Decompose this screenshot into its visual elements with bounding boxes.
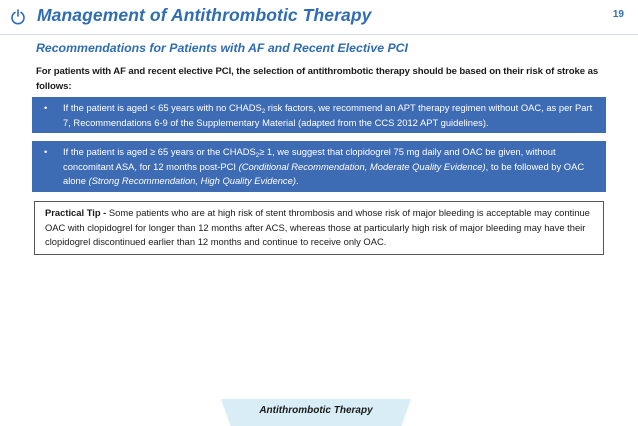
- recommendation-box-2: [32, 141, 606, 192]
- header-bar: [0, 0, 638, 35]
- page-number: 19: [612, 9, 624, 20]
- intro-text: For patients with AF and recent elective PCI, the selection of antithrombotic therapy should be based on their risk of stroke as follows:: [36, 66, 599, 92]
- recommendation-text-2: If the patient is aged ≥ 65 years or the $CHADS_2\ge 1$, we suggest that clopidogrel 75 mg daily and OAC be given, without concomitant ASA, for 12 months post-PCI (Conditional Recommendation, Moderate Quality Evidence), to be followed by OAC alone (Strong Recommendation, High Quality Evidence).: [63, 146, 585, 186]
- section-subtitle: Recommendations for Patients with AF and Recent Elective PCI: [36, 41, 408, 55]
- bullet: •: [44, 146, 48, 157]
- recommendation-text-1: If the patient is aged < 65 years with no $CHADS_2$ risk factors, we recommend an APT therapy regimen without OAC, as per Part 7, Recommendations 6-9 of the Supplementary Material (adapted from the CCS 2012 APT guidelines).: [63, 102, 593, 128]
- footer-label: Antithrombotic Therapy: [259, 405, 373, 416]
- page-title: Management of Antithrombotic Therapy: [37, 5, 372, 25]
- practical-tip-label: Practical Tip -: [45, 207, 107, 218]
- practical-tip-box: [34, 201, 604, 255]
- power-icon: [10, 9, 26, 25]
- practical-tip-text: Some patients who are at high risk of stent thrombosis and whose risk of major bleeding is acceptable may continue OAC with clopidogrel for longer than 12 months after ACS, whereas those at particularly high risk of major bleeding may have their clopidogrel discontinued earlier than 12 months and continue to receive only OAC.: [45, 207, 590, 247]
- recommendation-box-1: [32, 97, 606, 133]
- bullet: •: [44, 102, 48, 113]
